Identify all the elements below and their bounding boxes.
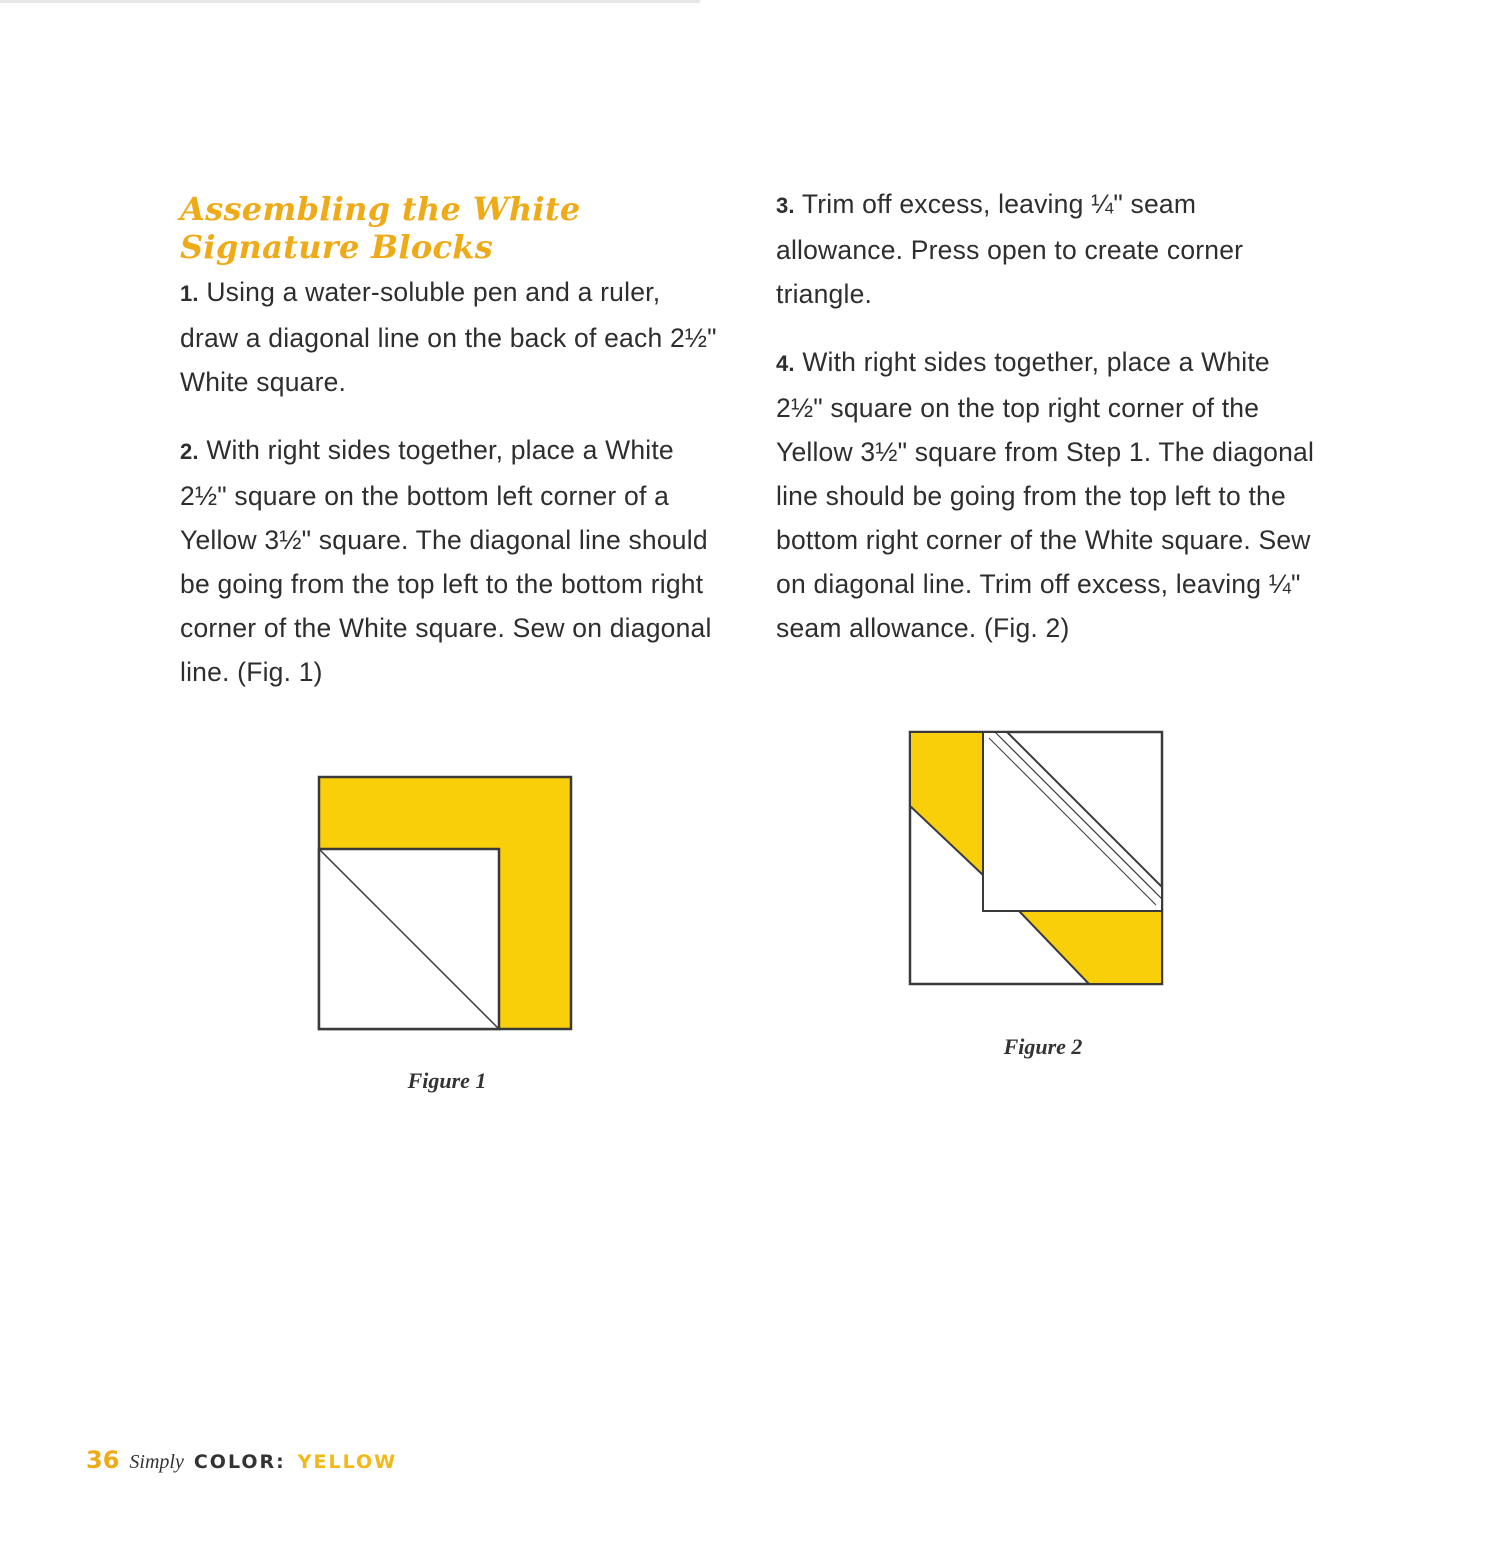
- figure-1-diagram: [316, 774, 574, 1032]
- figure-1-caption: Figure 1: [407, 1068, 487, 1093]
- series-color-name: YELLOW: [297, 1451, 398, 1473]
- page-footer: [86, 1446, 397, 1474]
- section-heading: [180, 190, 700, 266]
- step-4: [776, 340, 1316, 650]
- step-text: With right sides together, place a White 2½" square on the bottom left corner of a Yellow 3½" square. The diagonal line should be going from the top left to the bottom right corner of the White square. Sew on diagonal line. (Fig. 1): [180, 435, 712, 687]
- right-column: [776, 182, 1316, 674]
- step-number: 4.: [776, 351, 795, 376]
- step-1: [180, 270, 720, 404]
- series-name: Simply: [129, 1451, 184, 1473]
- step-text: With right sides together, place a White 2½" square on the top right corner of the Yellow 3½" square from Step 1. The diagonal line should be going from the top left to the bottom right corner of the White square. Sew on diagonal line. Trim off excess, leaving ¼" seam allowance. (Fig. 2): [776, 347, 1315, 643]
- figure-2-diagram: [907, 729, 1167, 987]
- step-text: Trim off excess, leaving ¼" seam allowance. Press open to create corner triangle.: [776, 189, 1244, 309]
- step-3: [776, 182, 1316, 316]
- heading-line-1: Assembling the White: [180, 190, 581, 228]
- step-text: Using a water-soluble pen and a ruler, draw a diagonal line on the back of each 2½" White square.: [180, 277, 717, 397]
- step-number: 2.: [180, 439, 199, 464]
- heading-line-2: Signature Blocks: [180, 228, 494, 266]
- figure-2-caption: Figure 2: [1003, 1034, 1083, 1059]
- left-column: [180, 270, 720, 718]
- step-number: 1.: [180, 281, 199, 306]
- page-number: 36: [86, 1446, 120, 1474]
- page-edge: [0, 0, 700, 3]
- step-2: [180, 428, 720, 694]
- series-color-label: COLOR:: [193, 1451, 286, 1473]
- step-number: 3.: [776, 193, 795, 218]
